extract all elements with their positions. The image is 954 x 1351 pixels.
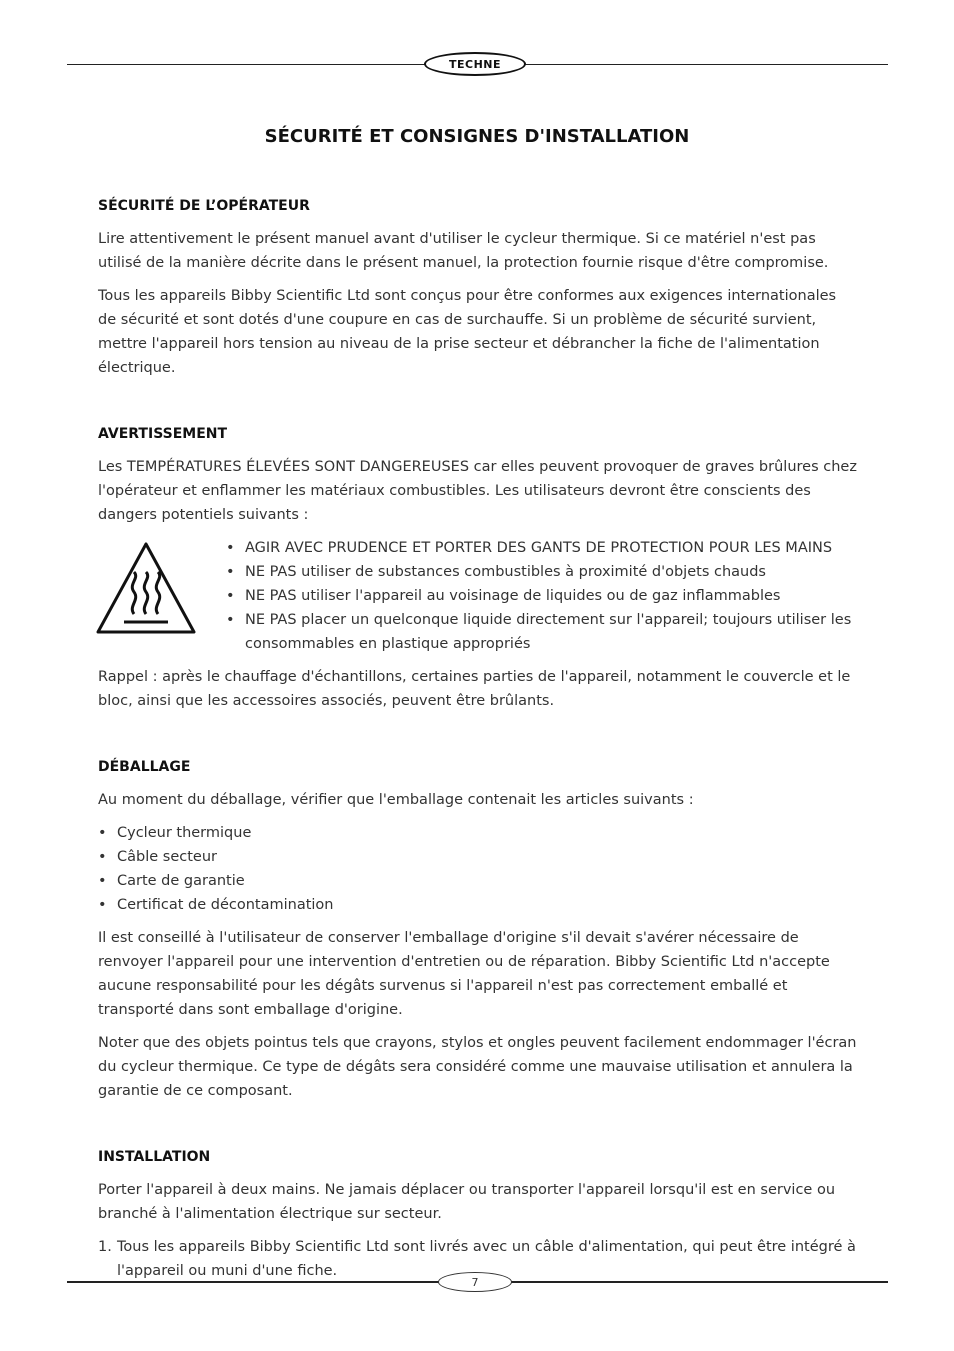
list-item: • Cycleur thermique [98, 821, 858, 845]
document-body [98, 195, 858, 1283]
paragraph: Lire attentivement le présent manuel avant d'utiliser le cycleur thermique. Si ce matériel n'est pas utilisé de la manière décrite dans le présent manuel, la protection fournie risque d'être compromise. [98, 231, 829, 271]
list-item: • NE PAS placer un quelconque liquide directement sur l'appareil; toujours utiliser les consommables en plastique appropriés [226, 608, 866, 656]
list-item: • AGIR AVEC PRUDENCE ET PORTER DES GANTS DE PROTECTION POUR LES MAINS [226, 536, 866, 560]
list-item: • Câble secteur [98, 845, 858, 869]
warning-block [98, 536, 858, 666]
paragraph: Tous les appareils Bibby Scientific Ltd sont conçus pour être conformes aux exigences internationales de sécurité et sont dotés d'une coupure en cas de surchauffe. Si un problème de sécurité survient, mettre l'appareil hors tension au niveau de la prise secteur et débrancher la fiche de l'alimentation électrique. [98, 288, 837, 376]
warning-list [226, 536, 866, 656]
unpacking-list [98, 821, 858, 917]
techne-logo [424, 52, 526, 76]
section-heading-warning: AVERTISSEMENT [98, 426, 228, 442]
logo-text: TECHNE [448, 57, 502, 71]
page-number: 7 [438, 1272, 512, 1292]
section-heading-installation: INSTALLATION [98, 1149, 211, 1165]
paragraph: Porter l'appareil à deux mains. Ne jamais déplacer ou transporter l'appareil lorsqu'il est en service ou branché à l'alimentation électrique sur secteur. [98, 1182, 836, 1222]
paragraph: Il est conseillé à l'utilisateur de conserver l'emballage d'origine s'il devait s'avérer nécessaire de renvoyer l'appareil pour une intervention d'entretien ou de réparation. Bibby Scientific Ltd n'accepte aucune responsabilité pour les dégâts survenus si l'appareil n'est pas correctement emballé et transporté dans sont emballage d'origine. [98, 930, 830, 1018]
hot-surface-warning-icon [94, 540, 198, 636]
page-title: SÉCURITÉ ET CONSIGNES D'INSTALLATION [264, 126, 690, 147]
list-number: 1. [98, 1239, 112, 1255]
paragraph: Rappel : après le chauffage d'échantillons, certaines parties de l'appareil, notamment le couvercle et le bloc, ainsi que les accessoires associés, peuvent être brûlants. [98, 669, 851, 709]
section-heading-operator: SÉCURITÉ DE L’OPÉRATEUR [98, 198, 310, 214]
list-item: • Carte de garantie [98, 869, 858, 893]
list-item: • NE PAS utiliser de substances combustibles à proximité d'objets chauds [226, 560, 866, 584]
paragraph: Les TEMPÉRATURES ÉLEVÉES SONT DANGEREUSES car elles peuvent provoquer de graves brûlures chez l'opérateur et enflammer les matériaux combustibles. Les utilisateurs devront être conscients des dangers potentiels suivants : [98, 459, 857, 523]
paragraph: Au moment du déballage, vérifier que l'emballage contenait les articles suivants : [98, 792, 694, 808]
section-heading-unpacking: DÉBALLAGE [98, 759, 191, 775]
paragraph: Noter que des objets pointus tels que crayons, stylos et ongles peuvent facilement endommager l'écran du cycleur thermique. Ce type de dégâts sera considéré comme une mauvaise utilisation et annulera la garantie de ce composant. [98, 1035, 857, 1099]
list-item-text: Tous les appareils Bibby Scientific Ltd sont livrés avec un câble d'alimentation, qui peut être intégré à l'appareil ou muni d'une fiche. [117, 1239, 856, 1279]
list-item: • Certificat de décontamination [98, 893, 858, 917]
list-item: • NE PAS utiliser l'appareil au voisinage de liquides ou de gaz inflammables [226, 584, 866, 608]
